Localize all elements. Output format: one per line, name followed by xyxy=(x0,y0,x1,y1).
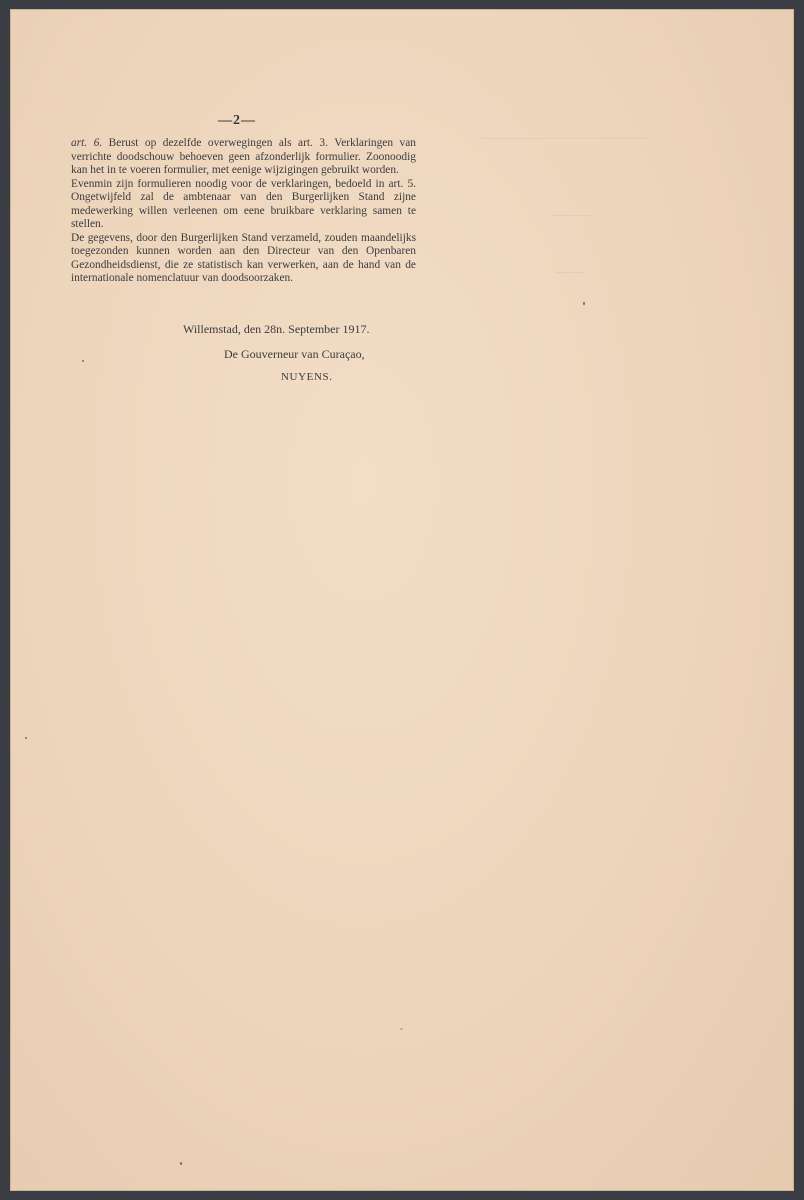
paragraph-text: Berust op dezelfde overwegingen als art. 3. Verklaringen van verrichte doodschouw behoeven geen afzonderlijk formulier. Zoonoodig kan het in te voeren formulier, met eenige wijzigingen gebruikt worden. xyxy=(71,137,417,176)
paper-speck xyxy=(583,302,585,305)
document-page xyxy=(10,9,794,1191)
paragraph-art-6 xyxy=(71,137,416,178)
bleed-through-rule xyxy=(481,138,651,139)
bleed-through-rule xyxy=(556,272,586,273)
paper-speck xyxy=(400,1028,403,1030)
body-text xyxy=(71,137,416,286)
governor-title: De Gouverneur van Curaçao, xyxy=(224,347,365,361)
bleed-through-rule xyxy=(551,215,591,216)
paragraph-forms xyxy=(71,178,416,232)
signature: NUYENS. xyxy=(281,371,333,383)
paragraph-data xyxy=(71,232,416,286)
paper-speck xyxy=(82,360,84,362)
article-reference: art. 6. xyxy=(71,137,103,149)
place-date: Willemstad, den 28n. September 1917. xyxy=(183,322,370,336)
paragraph-text: Evenmin zijn formulieren noodig voor de verklaringen, bedoeld in art. 5. Ongetwijfeld zal de ambtenaar van den Burgerlijken Stand zijne medewerking willen verleenen om eene bruikbare verklaring samen te stellen. xyxy=(71,177,416,230)
paper-speck xyxy=(180,1162,182,1165)
paragraph-text: De gegevens, door den Burgerlijken Stand verzameld, zouden maandelijks toegezonden kunnen worden aan den Directeur van den Openbaren Gezondheidsdienst, die ze statistisch kan verwerken, aan de hand van de internationale nomenclatuur van doodsoorzaken. xyxy=(71,231,416,284)
page-number: —2— xyxy=(218,113,256,128)
paper-speck xyxy=(25,737,27,739)
